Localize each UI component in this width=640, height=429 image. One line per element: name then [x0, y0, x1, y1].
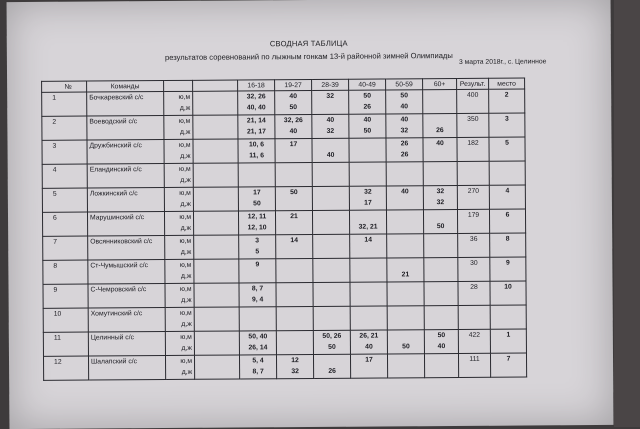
header-age-40-49: 40-49	[349, 79, 386, 90]
header-age-19-27: 19-27	[275, 79, 312, 90]
score-value: 32	[426, 187, 455, 197]
blank-cell	[194, 235, 239, 259]
team-name: Бочкаревский с/с	[87, 92, 164, 117]
header-result: Результ.	[457, 78, 489, 89]
team-name: Целинный с/с	[88, 332, 165, 357]
age-group-cell	[386, 210, 423, 234]
table-row	[42, 209, 525, 236]
age-group-cell	[424, 281, 458, 305]
age-group-cell	[423, 209, 457, 233]
team-name: Дружбинский с/с	[87, 140, 164, 165]
score-value: 17	[241, 188, 273, 198]
score-value: 50	[316, 343, 348, 353]
score-value: 26, 14	[242, 343, 274, 353]
blank-cell	[194, 355, 239, 379]
age-group-cell	[387, 234, 424, 258]
age-group-cell	[350, 282, 387, 306]
blank-cell	[193, 115, 238, 139]
age-group-cell	[276, 258, 313, 282]
age-group-cell	[276, 282, 313, 306]
score-value: 32, 26	[240, 92, 272, 102]
age-group-cell	[313, 282, 350, 306]
gender-label: ю,м	[167, 165, 191, 175]
score-value: 9	[241, 260, 273, 270]
score-value: 50	[351, 126, 383, 136]
score-value: 21, 17	[240, 127, 272, 137]
score-value: 12, 11	[241, 212, 273, 222]
score-value: 14	[278, 236, 310, 246]
age-group-cell	[349, 90, 386, 114]
gender-label: ю,м	[167, 261, 191, 271]
place-cell: 2	[489, 89, 525, 113]
score-value: 40	[277, 127, 309, 137]
result-cell: 350	[457, 113, 489, 137]
blank-cell	[193, 211, 238, 235]
age-group-cell	[275, 90, 312, 114]
age-group-cell	[350, 354, 387, 378]
score-value: 40	[351, 115, 383, 125]
score-value: 26	[316, 367, 348, 377]
gender-label: ю,м	[166, 141, 190, 151]
age-group-cell	[312, 210, 349, 234]
table-row	[43, 281, 526, 308]
score-value: 12, 10	[241, 223, 273, 233]
score-value: 26	[388, 139, 420, 149]
row-number: 10	[43, 308, 88, 332]
blank-cell	[194, 259, 239, 283]
score-value: 21, 14	[240, 116, 272, 126]
table-row	[43, 305, 526, 332]
score-value: 50	[388, 91, 420, 101]
header-place: место	[489, 78, 525, 89]
date-place: 3 марта 2018г., с. Целинное	[459, 58, 547, 66]
age-group-cell	[350, 234, 387, 258]
age-group-cell	[350, 258, 387, 282]
result-cell	[458, 305, 490, 329]
result-cell: 270	[457, 185, 489, 209]
age-group-cell	[350, 306, 387, 330]
gender-labels	[164, 91, 193, 115]
blank-cell	[194, 283, 239, 307]
row-number: 9	[43, 284, 88, 308]
score-value: 32	[352, 187, 384, 197]
score-value: 50	[277, 103, 309, 113]
header-age-16-18: 16-18	[238, 80, 275, 91]
score-value: 50	[427, 331, 456, 341]
score-value: 21	[389, 270, 421, 280]
gender-label: д,ж	[167, 176, 191, 186]
table-row	[43, 353, 526, 380]
place-cell: 10	[490, 281, 526, 305]
age-group-cell	[424, 329, 458, 353]
score-value: 40	[388, 102, 420, 112]
blank-cell	[193, 139, 238, 163]
row-number: 12	[43, 356, 88, 380]
age-group-cell	[239, 283, 276, 307]
age-group-cell	[387, 330, 424, 354]
table-row	[42, 113, 525, 140]
age-group-cell	[386, 138, 423, 162]
age-group-cell	[275, 162, 312, 186]
results-table	[41, 77, 527, 380]
score-value: 40	[315, 151, 347, 161]
score-value: 17	[352, 198, 384, 208]
age-group-cell	[312, 114, 349, 138]
score-value: 12	[279, 356, 311, 366]
gender-labels	[164, 115, 193, 139]
gender-label: ю,м	[167, 237, 191, 247]
place-cell: 8	[490, 233, 526, 257]
header-blank	[193, 80, 238, 91]
score-value: 26	[425, 126, 454, 136]
score-value: 40	[389, 187, 421, 197]
age-group-cell	[349, 186, 386, 210]
gender-label: д,ж	[166, 128, 190, 138]
age-group-cell	[313, 330, 350, 354]
gender-labels	[165, 235, 194, 259]
team-name: С-Чемровский с/с	[88, 284, 165, 309]
table-row	[43, 329, 526, 356]
gender-labels	[164, 139, 193, 163]
gender-label: ю,м	[166, 117, 190, 127]
team-name: Марушинский с/с	[87, 212, 164, 237]
header-age-28-39: 28-39	[312, 79, 349, 90]
table-row	[43, 233, 526, 260]
document-subtitle: результатов соревнований по лыжным гонкам 13-й районной зимней Олимпиады	[7, 50, 611, 63]
score-value: 10, 6	[240, 140, 272, 150]
gender-label: д,ж	[167, 272, 191, 282]
result-cell: 30	[458, 257, 490, 281]
team-name: Ложкинский с/с	[87, 188, 164, 213]
score-value: 32	[279, 367, 311, 377]
background-edge	[614, 0, 640, 427]
score-value: 50	[241, 199, 273, 209]
result-cell: 36	[458, 233, 490, 257]
team-name: Ст-Чумышский с/с	[88, 260, 165, 285]
score-value: 40	[388, 115, 420, 125]
age-group-cell	[312, 162, 349, 186]
place-cell	[489, 161, 525, 185]
score-value: 17	[277, 140, 309, 150]
age-group-cell	[239, 307, 276, 331]
score-value: 40	[353, 342, 385, 352]
result-cell	[457, 161, 489, 185]
score-value: 40	[277, 92, 309, 102]
score-value: 9, 4	[242, 295, 274, 305]
gender-label: д,ж	[168, 320, 192, 330]
row-number: 6	[42, 212, 87, 236]
place-cell: 1	[490, 329, 526, 353]
age-group-cell	[386, 90, 423, 114]
age-group-cell	[386, 162, 423, 186]
age-group-cell	[275, 210, 312, 234]
age-group-cell	[313, 234, 350, 258]
header-gender	[164, 80, 193, 91]
table-row	[42, 137, 525, 164]
age-group-cell	[238, 139, 275, 163]
age-group-cell	[349, 138, 386, 162]
age-group-cell	[276, 330, 313, 354]
age-group-cell	[276, 234, 313, 258]
row-number: 2	[42, 116, 87, 140]
gender-labels	[165, 283, 194, 307]
place-cell: 6	[489, 209, 525, 233]
gender-label: ю,м	[168, 309, 192, 319]
score-value: 32, 26	[277, 116, 309, 126]
team-name: Шалапский с/с	[88, 356, 165, 381]
score-value: 50, 40	[242, 332, 274, 342]
gender-labels	[164, 187, 193, 211]
row-number: 8	[43, 260, 88, 284]
age-group-cell	[349, 114, 386, 138]
age-group-cell	[350, 330, 387, 354]
score-value: 50	[351, 91, 383, 101]
gender-labels	[164, 211, 193, 235]
score-value: 32	[426, 198, 455, 208]
blank-cell	[193, 163, 238, 187]
row-number: 4	[42, 164, 87, 188]
score-value: 40, 40	[240, 103, 272, 113]
gender-labels	[165, 331, 194, 355]
score-value: 5, 4	[242, 356, 274, 366]
score-value: 26	[389, 150, 421, 160]
age-group-cell	[238, 211, 275, 235]
gender-labels	[165, 355, 194, 379]
score-value: 50, 26	[316, 332, 348, 342]
age-group-cell	[238, 91, 275, 115]
row-number: 7	[43, 236, 88, 260]
age-group-cell	[276, 306, 313, 330]
age-group-cell	[387, 354, 424, 378]
age-group-cell	[386, 186, 423, 210]
score-value: 26, 21	[353, 331, 385, 341]
age-group-cell	[424, 233, 458, 257]
place-cell	[490, 305, 526, 329]
score-value: 11, 6	[241, 151, 273, 161]
place-cell: 4	[489, 185, 525, 209]
age-group-cell	[275, 138, 312, 162]
score-value: 32	[388, 126, 420, 136]
gender-label: д,ж	[168, 296, 192, 306]
age-group-cell	[312, 186, 349, 210]
age-group-cell	[423, 185, 457, 209]
age-group-cell	[239, 355, 276, 379]
age-group-cell	[239, 235, 276, 259]
score-value: 14	[352, 235, 384, 245]
blank-cell	[194, 307, 239, 331]
gender-label: ю,м	[166, 93, 190, 103]
gender-label: д,ж	[167, 248, 191, 258]
age-group-cell	[387, 282, 424, 306]
paper-sheet	[7, 0, 614, 429]
age-group-cell	[276, 354, 313, 378]
age-group-cell	[312, 138, 349, 162]
score-value: 32, 21	[352, 222, 384, 232]
gender-labels	[165, 307, 194, 331]
age-group-cell	[386, 114, 423, 138]
age-group-cell	[238, 163, 275, 187]
score-value: 40	[427, 342, 456, 352]
place-cell: 7	[490, 353, 526, 377]
team-name: Хомутинский с/с	[88, 308, 165, 333]
score-value: 50	[426, 222, 455, 232]
header-team: Команды	[87, 81, 164, 93]
score-value: 5	[241, 247, 273, 257]
header-age-60-plus: 60+	[423, 78, 457, 89]
age-group-cell	[424, 305, 458, 329]
age-group-cell	[239, 331, 276, 355]
age-group-cell	[349, 162, 386, 186]
score-value: 17	[353, 355, 385, 365]
blank-cell	[193, 91, 238, 115]
place-cell: 3	[489, 113, 525, 137]
table-row	[42, 161, 525, 188]
age-group-cell	[275, 186, 312, 210]
gender-label: ю,м	[168, 357, 192, 367]
age-group-cell	[238, 187, 275, 211]
score-value: 26	[351, 102, 383, 112]
age-group-cell	[423, 161, 457, 185]
score-value: 32	[314, 127, 346, 137]
gender-label: д,ж	[167, 200, 191, 210]
row-number: 1	[42, 92, 87, 116]
gender-labels	[165, 259, 194, 283]
score-value: 50	[278, 188, 310, 198]
row-number: 11	[43, 332, 88, 356]
age-group-cell	[424, 257, 458, 281]
age-group-cell	[275, 114, 312, 138]
row-number: 5	[42, 188, 87, 212]
score-value: 40	[314, 116, 346, 126]
score-value: 3	[241, 236, 273, 246]
team-name: Овсянниковский с/с	[88, 236, 165, 261]
age-group-cell	[387, 258, 424, 282]
age-group-cell	[313, 306, 350, 330]
gender-label: д,ж	[167, 152, 191, 162]
result-cell: 400	[457, 89, 489, 113]
age-group-cell	[423, 137, 457, 161]
score-value: 50	[390, 342, 422, 352]
gender-label: ю,м	[167, 189, 191, 199]
place-cell: 9	[490, 257, 526, 281]
age-group-cell	[387, 306, 424, 330]
age-group-cell	[423, 113, 457, 137]
age-group-cell	[313, 354, 350, 378]
team-name: Воеводский с/с	[87, 116, 164, 141]
age-group-cell	[349, 210, 386, 234]
gender-label: ю,м	[167, 285, 191, 295]
score-value: 40	[425, 139, 454, 149]
result-cell: 182	[457, 137, 489, 161]
age-group-cell	[238, 115, 275, 139]
gender-label: д,ж	[168, 368, 192, 378]
team-name: Еландинский с/с	[87, 164, 164, 189]
blank-cell	[194, 331, 239, 355]
gender-labels	[164, 163, 193, 187]
gender-label: ю,м	[168, 333, 192, 343]
score-value: 8, 7	[242, 367, 274, 377]
gender-label: ю,м	[167, 213, 191, 223]
age-group-cell	[423, 89, 457, 113]
age-group-cell	[424, 353, 458, 377]
blank-cell	[193, 187, 238, 211]
gender-label: д,ж	[166, 104, 190, 114]
age-group-cell	[313, 258, 350, 282]
result-cell: 111	[458, 353, 490, 377]
age-group-cell	[312, 90, 349, 114]
result-cell: 422	[458, 329, 490, 353]
score-value: 21	[278, 212, 310, 222]
result-cell: 179	[457, 209, 489, 233]
gender-label: д,ж	[167, 224, 191, 234]
table-row	[42, 89, 525, 116]
score-value: 8, 7	[241, 284, 273, 294]
age-group-cell	[239, 259, 276, 283]
table-row	[43, 257, 526, 284]
document-title: СВОДНАЯ ТАБЛИЦА	[7, 37, 611, 50]
table-row	[42, 185, 525, 212]
gender-label: д,ж	[168, 344, 192, 354]
result-cell: 28	[458, 281, 490, 305]
header-no: №	[42, 81, 87, 92]
place-cell: 5	[489, 137, 525, 161]
row-number: 3	[42, 140, 87, 164]
header-age-50-59: 50-59	[386, 79, 423, 90]
score-value: 32	[314, 92, 346, 102]
